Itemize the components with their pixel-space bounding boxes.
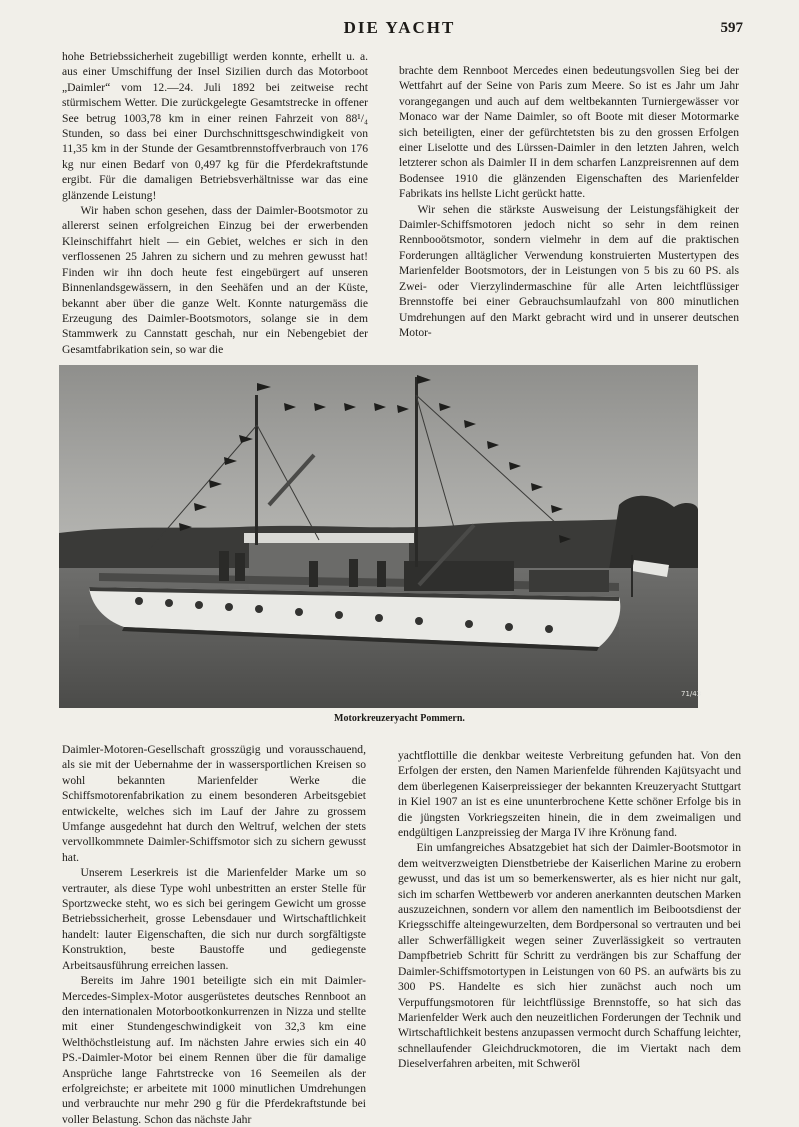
paragraph: Ein umfangreiches Absatzgebiet hat sich der Daimler-Bootsmotor in dem weitverzweigten Dienstbetriebe der Kaiserlichen Marine zu erobern gewusst, und das ist um so bemerkenswerter, als es hier nicht nur galt, sich im scharfen Wettbewerb vor anderen anerkannten deutschen Marken auszuzeichnen, sondern vor allem den namentlich im Beibootsdienst der Kriegsschiffe alteingewurzelten, dem Bordpersonal so vertrauten und bei aller Schwerfälligkeit wegen seiner Zuverlässigkeit so vertrauten Dampfbetrieb Schritt für Schritt zu verdrängen bis zur Schaffung der Daimler-Schiffsmotortypen in Leistungen von 60 PS. an aufwärts bis zu 300 PS. Handelte es sich hier zunächst auch noch um Verpuffungsmotoren für leichtflüssige Brennstoffe, so hat sich das Marienfelder Werk auch den neuzeitlichen Forderungen der Technik und Wirtschaftlichkeit bestens anzupassen vermocht durch Schaffung leichter, schnellaufender Gleichdruckmotoren, die im Viertakt nach dem Dieselverfahren arbeiten, mit Schweröl: [398, 841, 741, 1071]
paragraph: Daimler-Motoren-Gesellschaft grosszügig und vorausschauend, als sie mit der Uebernahme der in wassersportlichen Kreisen so wohl bekannten Marienfelder Werke die Schiffsmotorenfabrikation zu einem besonderen Arbeitsgebiet entwickelte, welches sich im Lauf der Jahre zu grossem Umfange ausgedehnt hat durch den Weltruf, welchen der stets vervollkommnete Daimler-Schiffsmotor sich zu sichern gewusst hat.: [62, 743, 366, 864]
column-bottom-right: [398, 748, 741, 1072]
column-bottom-left: [62, 742, 366, 1127]
running-title: DIE YACHT: [343, 18, 456, 37]
photo-mark: 71/43: [681, 690, 702, 698]
paragraph: Wir sehen die stärkste Ausweisung der Leistungsfähigkeit der Daimler-Schiffsmotoren jedoch nicht so sehr in dem reinen Rennbooötsmotor, sondern vielmehr in dem auf die praktischen Forderungen alltäglicher Verwendung konstruierten Mustertypen des Marienfelder Bootsmotors, der in Leistungen von 5 bis zu 60 PS. als Zwei- oder Vierzylindermaschine für alle Arten leichtflüssiger Brennstoffe bei einer Gebrauchsumlaufzahl von 800 minutlichen Umdrehungen auf den Markt gebracht wird und in unserer deutschen Motor-: [399, 202, 739, 339]
paragraph: brachte dem Rennboot Mercedes einen bedeutungsvollen Sieg bei der Wettfahrt auf der Seine von Paris zum Meere. So ist es Jahr um Jahr vorangegangen und auch auf dem weltbekannten Turniergewässer vor Monaco war der Name Daimler, so oft Boote mit dieser Motormarke sich beteiligten, einer der gefürchtetsten bis zu den grossen Erfolgen einer Liselotte und des Lürssen-Daimler in den letzten Jahren, welch letzterer schon als Daimler II in dem scharfen Lanzpreisrennen auf dem Bodensee 1910 die glänzenden Eigenschaften des Marienfelder Fabrikats ins hellste Licht gerückt hatte.: [399, 64, 739, 201]
figure-caption: Motorkreuzeryacht Pommern.: [334, 713, 465, 724]
yacht-photograph: [59, 365, 702, 708]
paragraph: Unserem Leserkreis ist die Marienfelder Marke um so vertrauter, als diese Type wohl unbestritten an erster Stelle für Sportzwecke steht, wo es sich bei geringem Gewicht um grosse Betriebssicherheit, grosse Lebensdauer und Wirtschaftlichkeit handelt: lauter Eigenschaften, die sich nur durch sorgfältigste Konstruktion, beste Baustoffe und gediegenste Arbeitsausführung erreichen lassen.: [62, 866, 366, 972]
paragraph: Wir haben schon gesehen, dass der Daimler-Bootsmotor zu allererst seinen erfolgreichen Einzug bei der erwerbenden Kleinschiffahrt hielt — ein Gebiet, welches er sich in den verflossenen 25 Jahren zu sichern und zu mehren gewusst hat! Finden wir ihn doch heute fest eingebürgert auf unseren Binnenlandsgewässern, in den Seehäfen und an der Küste, bekannt aber über die ganze Welt. Konnte naturgemäss die Erzeugung des Daimler-Bootsmotors, solange sie in dem Stammwerk zu Cannstatt geschah, nur ein Nebengebiet der Gesamtfabrikation sein, so war die: [62, 204, 368, 356]
paragraph: yachtflottille die denkbar weiteste Verbreitung gefunden hat. Von den Erfolgen der ersten, den Namen Marienfelde führenden Kajütsyacht und dem überlegenen Kaiserpreissieger der bekannten Kreuzeryacht Stuttgart in Kiel 1907 an ist es eine ununterbrochene Kette schöner Erfolge bis in die jüngsten Vorkriegszeiten hinein, die in dem zweimaligen und endgültigen Lanzpreissieg der Marga IV ihre Krönung fand.: [398, 749, 741, 840]
paragraph: Bereits im Jahre 1901 beteiligte sich ein mit Daimler-Mercedes-Simplex-Motor ausgerüstetes deutsches Rennboot an den internationalen Motorbootkonkurrenzen in Nizza und stellte mit einer Stundengeschwindigkeit von 32,3 km eine Welthöchstleistung auf. Im nächsten Jahre erwies sich ein 40 PS.-Daimler-Motor bei einem Rennen über die für damalige Ansprüche lange Fahrtstrecke von 16 Seemeilen als der erfolgreichste; er arbeitete mit 1000 minutlichen Umdrehungen und verbrauchte nur mehr 290 g für die Pferdekraftstunde bei voller Belastung. Schon das nächste Jahr: [62, 974, 366, 1126]
column-top-left: [62, 49, 368, 357]
paragraph: hohe Betriebssicherheit zugebilligt werden konnte, erhellt u. a. aus einer Umschiffung der Insel Sizilien durch das Motorboot „Daimler“ vom 12.—24. Juli 1892 bei zeitweise recht stürmischem Wetter. Die zurückgelegte Gesamtstrecke in offener See betrug 1003,78 km in einer reinen Fahrzeit von 88¹/₄ Stunden, so dass bei einer Durchschnittsgeschwindigkeit von 11,35 km in der Stunde der Gesamtbrennstoffverbrauch von 176 kg nur einen Bedarf von 0,497 kg für die Pferdekraftstunde ergibt. Für die damaligen Betriebsverhältnisse war das eine glänzende Leistung!: [62, 50, 368, 202]
page-number: 597: [720, 20, 743, 36]
yacht-photo-illustration: [59, 365, 698, 708]
column-top-right: [399, 63, 739, 340]
